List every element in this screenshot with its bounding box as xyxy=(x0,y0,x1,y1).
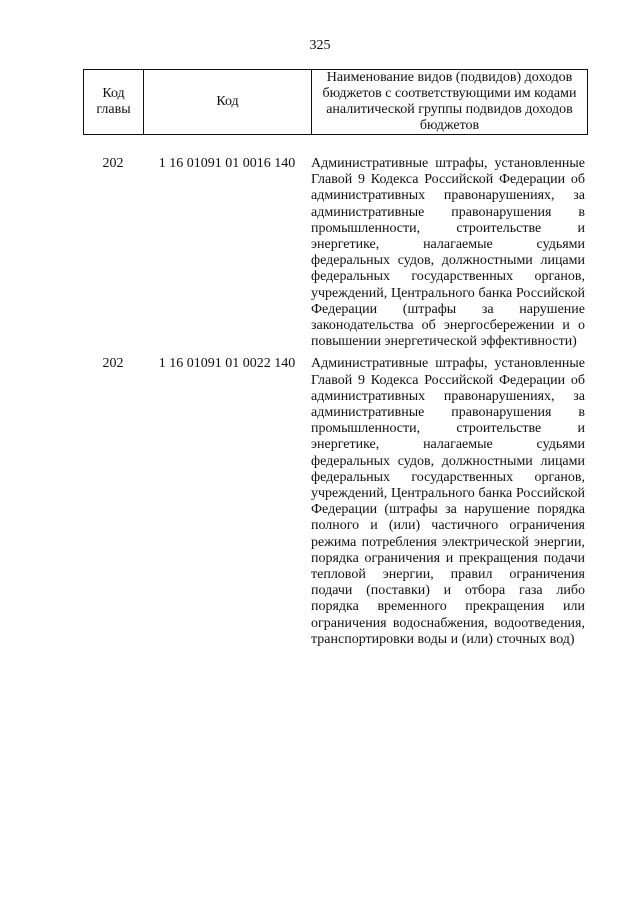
row-name: Административные штрафы, установленные Главой 9 Кодекса Российской Федерации об административных правонарушениях, за административные правонарушения в промышленности, строительстве и энергетике, налагаемые судьями федеральных судов, должностными лицами федеральных государственных органов, учреждений, Центрального банка Российской Федерации (штрафы за нарушение законодательства об энергосбережении и о повышении энергетической эффективности) xyxy=(311,156,585,350)
header-chapter-code xyxy=(84,70,144,135)
table-header xyxy=(83,69,588,135)
table-row xyxy=(83,156,587,350)
table-body xyxy=(83,156,587,648)
header-code: Код xyxy=(144,70,312,135)
header-chapter-code-line: Код xyxy=(102,86,125,101)
page-number: 325 xyxy=(309,38,331,53)
row-code: 1 16 01091 01 0016 140 xyxy=(158,156,296,171)
row-code: 1 16 01091 01 0022 140 xyxy=(158,356,296,372)
header-chapter-code-line: главы xyxy=(96,102,131,117)
row-chapter-code: 202 xyxy=(102,156,124,171)
header-name-line: бюджетов с соответствующими им кодами xyxy=(322,86,577,101)
row-chapter-code: 202 xyxy=(102,356,124,372)
header-name-line: Наименование видов (подвидов) доходов xyxy=(326,70,573,85)
header-name-line: аналитической группы подвидов доходов xyxy=(326,102,573,117)
row-name: Административные штрафы, установленные Главой 9 Кодекса Российской Федерации об административных правонарушениях, за административные правонарушения в промышленности, строительстве и энергетике, налагаемые судьями федеральных судов, должностными лицами федеральных государственных органов, учреждений, Центрального банка Российской Федерации (штрафы за нарушение порядка полного и (или) частичного ограничения режима потребления электрической энергии, порядка ограничения и прекращения подачи тепловой энергии, правил ограничения подачи (поставки) и отбора газа либо порядка временного прекращения или ограничения водоснабжения, водоотведения, транспортировки воды и (или) сточных вод) xyxy=(311,356,585,647)
header-name-line: бюджетов xyxy=(419,118,480,133)
table-row xyxy=(83,356,587,648)
header-name xyxy=(312,70,588,135)
